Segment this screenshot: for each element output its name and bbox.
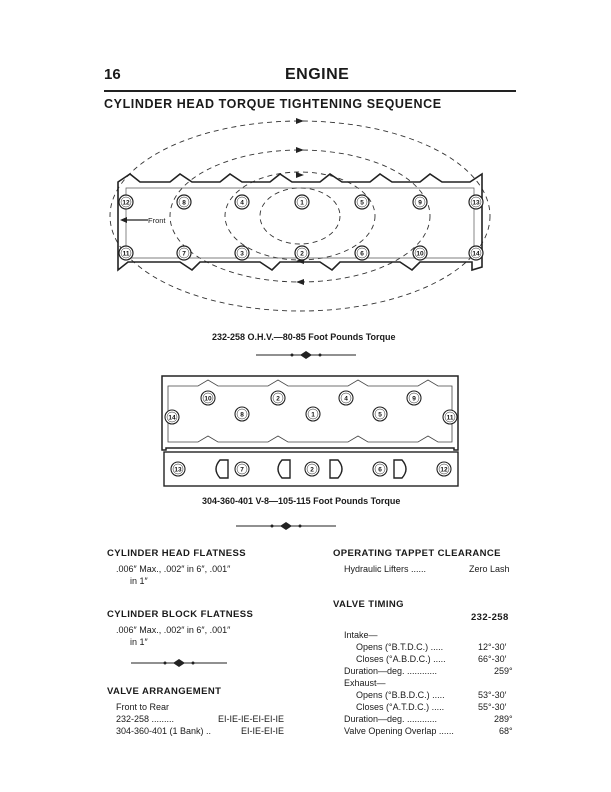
bolt-marker	[235, 407, 249, 421]
exhaust-duration-value: 289°	[494, 714, 513, 724]
exhaust-opens-label: Opens (°B.B.D.C.) .....	[356, 690, 445, 700]
bolt-number: 7	[240, 466, 244, 474]
bolt-marker	[469, 195, 483, 209]
bolt-marker	[235, 195, 249, 209]
bolt-marker	[437, 462, 451, 476]
bolt-marker	[201, 391, 215, 405]
bolt-number: 2	[276, 395, 280, 403]
bolt-marker	[413, 195, 427, 209]
intake-duration-label: Duration—deg. ............	[344, 666, 438, 676]
ornament-divider	[236, 521, 336, 531]
valve-timing-title: VALVE TIMING	[333, 599, 404, 610]
exhaust-opens-value: 53°-30′	[478, 690, 507, 700]
bolt-number: 13	[174, 466, 182, 474]
exhaust-closes-value: 55°-30′	[478, 702, 507, 712]
diagram1-caption: 232-258 O.H.V.—80-85 Foot Pounds Torque	[212, 332, 396, 342]
tappet-value: Zero Lash	[469, 564, 510, 574]
overlap-value: 68°	[499, 726, 513, 736]
tappet-label: Hydraulic Lifters ......	[344, 564, 427, 574]
ornament-divider	[131, 658, 227, 668]
bolt-number: 11	[446, 414, 454, 422]
valve-arrangement-sub: Front to Rear	[116, 702, 170, 712]
bolt-number: 8	[240, 411, 244, 419]
bolt-number: 6	[360, 250, 364, 258]
bolt-marker	[305, 462, 319, 476]
intake-duration-value: 259°	[494, 666, 513, 676]
bolt-marker	[443, 410, 457, 424]
valve-timing-model: 232-258	[471, 612, 509, 623]
v8-head-diagram	[158, 372, 468, 490]
intake-closes-value: 66°-30′	[478, 654, 507, 664]
bolt-number: 10	[416, 250, 424, 258]
block-flatness-line2: in 1″	[130, 637, 148, 647]
bolt-number: 4	[344, 395, 348, 403]
bolt-marker	[171, 462, 185, 476]
bolt-number: 1	[300, 199, 304, 207]
bolt-marker	[295, 195, 309, 209]
exhaust-duration-label: Duration—deg. ............	[344, 714, 438, 724]
bolt-marker	[119, 246, 133, 260]
head-flatness-line2: in 1″	[130, 576, 148, 586]
bolt-number: 11	[122, 250, 130, 258]
bolt-number: 2	[300, 250, 304, 258]
ornament-divider	[256, 350, 356, 360]
bolt-marker	[235, 462, 249, 476]
diagram2-caption: 304-360-401 V-8—105-115 Foot Pounds Torque	[202, 496, 401, 506]
section-title: CYLINDER HEAD TORQUE TIGHTENING SEQUENCE	[104, 97, 442, 111]
front-label: Front	[148, 216, 166, 225]
bolt-number: 4	[240, 199, 244, 207]
page-title: ENGINE	[285, 66, 350, 83]
bolt-marker	[271, 391, 285, 405]
page-number: 16	[104, 66, 121, 83]
bolt-number: 3	[240, 250, 244, 258]
bolt-number: 8	[182, 199, 186, 207]
intake-closes-label: Closes (°A.B.D.C.) .....	[356, 654, 446, 664]
bolt-number: 10	[204, 395, 212, 403]
bolt-marker	[339, 391, 353, 405]
bolt-marker	[355, 246, 369, 260]
overlap-label: Valve Opening Overlap ......	[344, 726, 454, 736]
block-flatness-line1: .006″ Max., .002″ in 6″, .001″	[116, 625, 231, 635]
bolt-marker	[177, 246, 191, 260]
bolt-number: 9	[418, 199, 422, 207]
bolt-marker	[119, 195, 133, 209]
tappet-clearance-title: OPERATING TAPPET CLEARANCE	[333, 548, 501, 559]
bolt-number: 12	[440, 466, 448, 474]
bolt-number: 2	[310, 466, 314, 474]
bolt-number: 6	[378, 466, 382, 474]
valve-arrangement-title: VALVE ARRANGEMENT	[107, 686, 222, 697]
bolt-marker	[407, 391, 421, 405]
block-flatness-title: CYLINDER BLOCK FLATNESS	[107, 609, 254, 620]
intake-label: Intake—	[344, 630, 378, 640]
intake-opens-value: 12°-30′	[478, 642, 507, 652]
exhaust-label: Exhaust—	[344, 678, 386, 688]
exhaust-closes-label: Closes (°A.T.D.C.) .....	[356, 702, 445, 712]
bolt-marker	[165, 410, 179, 424]
bolt-number: 9	[412, 395, 416, 403]
valve-arr-row-value: EI-IE-EI-IE	[241, 726, 285, 736]
bolt-marker	[413, 246, 427, 260]
bolt-marker	[295, 246, 309, 260]
bolt-number: 5	[360, 199, 364, 207]
bolt-marker	[373, 462, 387, 476]
bolt-marker	[177, 195, 191, 209]
valve-arr-row-value: EI-IE-IE-EI-EI-IE	[218, 714, 285, 724]
bolt-number: 1	[311, 411, 315, 419]
head-flatness-line1: .006″ Max., .002″ in 6″, .001″	[116, 564, 231, 574]
bolt-number: 5	[378, 411, 382, 419]
bolt-number: 7	[182, 250, 186, 258]
bolt-marker	[355, 195, 369, 209]
head-flatness-title: CYLINDER HEAD FLATNESS	[107, 548, 246, 559]
bolt-marker	[469, 246, 483, 260]
bolt-number: 12	[122, 199, 130, 207]
bolt-marker	[306, 407, 320, 421]
bolt-number: 14	[168, 414, 176, 422]
valve-arr-row-label: 232-258 .........	[116, 714, 175, 724]
bolt-number: 14	[472, 250, 480, 258]
bolt-marker	[235, 246, 249, 260]
intake-opens-label: Opens (°B.T.D.C.) .....	[356, 642, 444, 652]
bolt-marker	[373, 407, 387, 421]
header-rule	[104, 90, 516, 92]
bolt-number: 13	[472, 199, 480, 207]
valve-arr-row-label: 304-360-401 (1 Bank) ..	[116, 726, 212, 736]
